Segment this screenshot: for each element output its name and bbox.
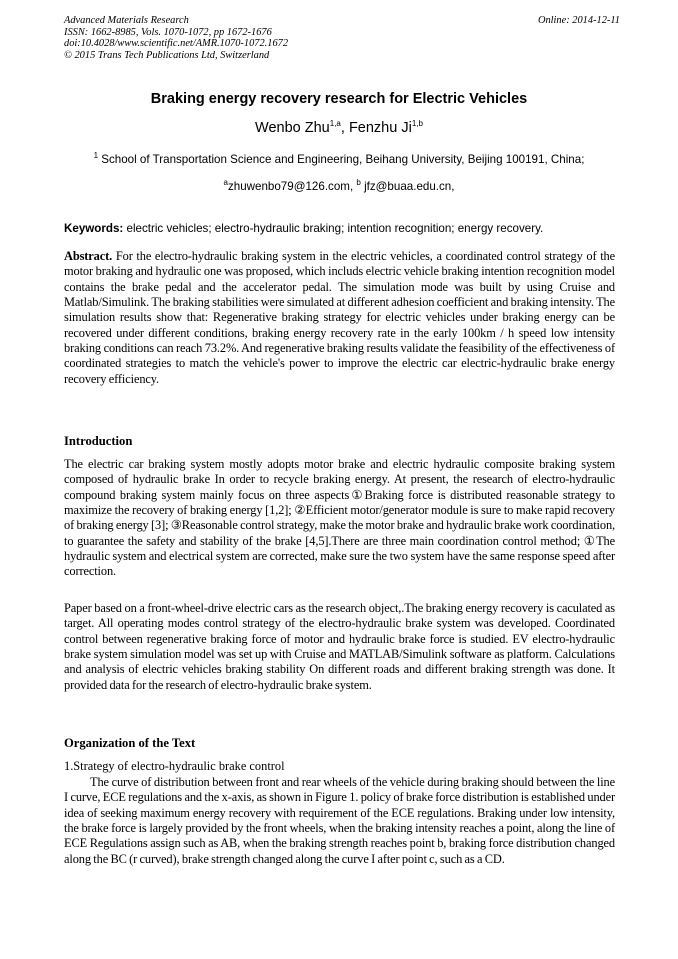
author-list	[0, 120, 678, 136]
keywords-text: electric vehicles; electro-hydraulic braking; intention recognition; energy recovery.	[123, 222, 544, 235]
copyright-line: © 2015 Trans Tech Publications Ltd, Switzerland	[64, 49, 270, 61]
email-mark: b	[356, 178, 361, 188]
author-name: Fenzhu Ji	[348, 120, 412, 136]
author-affiliation-mark: 1,b	[411, 119, 423, 129]
abstract-label: Abstract.	[64, 249, 113, 263]
affiliation-text: School of Transportation Science and Engineering, Beihang University, Beijing 100191, China;	[98, 153, 585, 166]
abstract	[64, 249, 615, 387]
section-heading-introduction: Introduction	[64, 434, 133, 448]
email-mark: a	[223, 178, 228, 188]
organization-paragraph: The curve of distribution between front and rear wheels of the vehicle during braking should between the line I curve, ECE regulations and the x-axis, as shown in Figure 1. policy of brake force distribution is established under idea of seeking maximum energy recovery with requirement of the ECE regulations. Braking under low intensity, the brake force is largely provided by the front wheels, when the braking intensity reaches a point, along the line of ECE Regulations assign such as AB, when the braking strength reaches point b, braking force distribution changed along the BC (r curved), brake strength changed along the curve I after point c, such as a CD.	[64, 775, 615, 866]
affiliation	[0, 153, 678, 166]
doi-line: doi:10.4028/www.scientific.net/AMR.1070-1072.1672	[64, 38, 289, 50]
section-heading-organization: Organization of the Text	[64, 736, 196, 750]
author-name: Wenbo Zhu	[255, 120, 330, 136]
affiliation-mark: 1	[93, 151, 99, 161]
abstract-text: For the electro-hydraulic braking system in the electric vehicles, a coordinated control strategy of the motor braking and hydraulic one was proposed, which includs electric vehicle braking intention recognition model contains the brake pedal and the accelerator pedal. The simulation mode was built by using Cruise and Matlab/Simulink. The braking stabilities were simulated at different adhesion coefficient and braking intensity. The simulation results show that: Regenerative braking strategy for electric vehicles under braking energy can be recovered under different conditions, braking energy recovery rate in the early 100km / h speed low intensity braking conditions can reach 73.2%. And regenerative braking results validate the feasibility of the effectiveness of coordinated strategies to match the vehicle's power to improve the electric car electric-hydraulic brake energy recovery efficiency.	[64, 249, 615, 386]
journal-header	[64, 15, 620, 61]
email-link[interactable]: jfz@buaa.edu.cn,	[360, 180, 455, 193]
issn-line: ISSN: 1662-8985, Vols. 1070-1072, pp 1672-1676	[64, 26, 272, 38]
author-affiliation-mark: 1,a	[329, 119, 341, 129]
journal-name: Advanced Materials Research	[64, 15, 189, 26]
keywords	[64, 222, 620, 235]
paper-title: Braking energy recovery research for Electric Vehicles	[150, 91, 528, 107]
introduction-paragraph: Paper based on a front-wheel-drive electric cars as the research object,.The braking energy recovery is caculated as target. All operating modes control strategy of the electro-hydraulic brake system was developed. Coordinated control between regenerative braking force of motor and hydraulic brake force is studied. EV electro-hydraulic brake system simulation model was set up with Cruise and MATLAB/Simulink software as platform. Calculations and analysis of electric vehicles braking stability On different roads and different braking strength was done. It provided data for the research of electro-hydraulic brake system.	[64, 601, 615, 692]
introduction-paragraph: The electric car braking system mostly adopts motor brake and electric hydraulic composite braking system composed of hydraulic brake In order to recycle braking energy. At present, the research of electro-hydraulic compound braking system mainly focus on three aspects①Braking force is distributed reasonable strategy to maximize the recovery of braking energy [1,2]; ②Efficient motor/generator module is sure to make rapid recovery of braking energy [3]; ③Reasonable control strategy, make the motor brake and hydraulic brake work coordination, to guarantee the safety and stability of the brake [4,5].There are three main coordination control method; ①The hydraulic system and electrical system are corrected, make sure the two system have the same response speed after correction.	[64, 457, 615, 579]
keywords-label: Keywords:	[64, 222, 124, 235]
author-emails	[0, 180, 678, 193]
author-separator: ,	[340, 120, 349, 136]
subsection-heading: 1.Strategy of electro-hydraulic brake control	[64, 759, 285, 773]
online-date: Online: 2014-12-11	[537, 15, 620, 26]
email-link[interactable]: zhuwenbo79@126.com,	[227, 180, 357, 193]
